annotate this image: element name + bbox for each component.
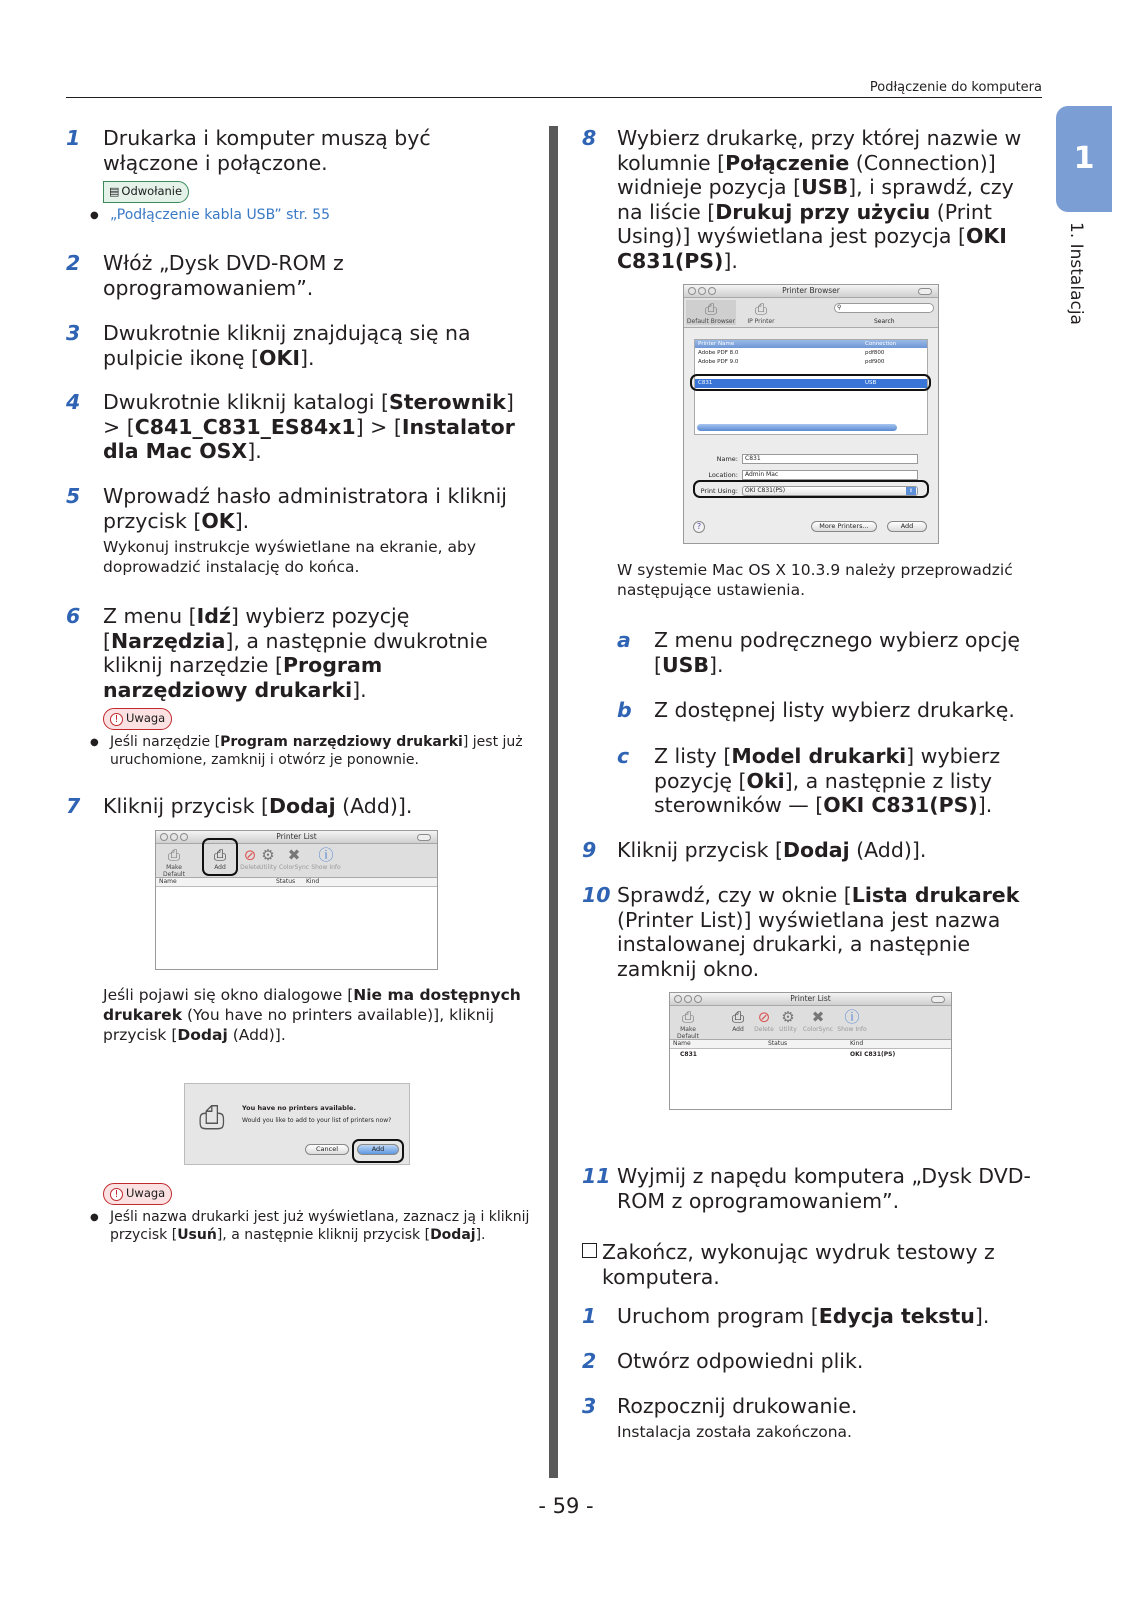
add-tool[interactable]: ⎙ Add [722, 1008, 754, 1033]
highlight-add-button [202, 838, 238, 876]
globe-printer-icon: ⎙ [754, 300, 767, 318]
printer-row[interactable]: Adobe PDF 8.0 pdf800 [698, 350, 885, 356]
horizontal-scrollbar[interactable] [697, 424, 897, 431]
printer-row[interactable]: C831 OKI C831(PS) [680, 1051, 896, 1058]
updown-arrow-icon: ⇕ [906, 487, 916, 495]
utility-icon: ⚙ [781, 1008, 795, 1026]
make-default-tool[interactable]: ⎙ Make Default [672, 1008, 704, 1040]
show-info-tool[interactable]: ⓘ Show Info [311, 846, 341, 871]
add-button[interactable]: Add [887, 521, 927, 532]
utility-tool[interactable]: ⚙ Utility [772, 1008, 804, 1033]
reference-link-item[interactable] [90, 207, 530, 225]
printer-list-window-1 [155, 830, 438, 970]
window-titlebar: Printer List [670, 993, 951, 1006]
warning-badge: ! Uwaga [103, 708, 172, 730]
reference-badge: ▤ Odwołanie [103, 181, 189, 203]
default-browser-tool[interactable]: ⎙ Default Browser [686, 300, 736, 325]
printer-list-window-2 [669, 992, 952, 1110]
search-icon: ⚲ [837, 304, 842, 311]
window-titlebar: Printer List [156, 831, 437, 844]
chapter-title-vertical: 1. Instalacja [1066, 222, 1086, 325]
utility-icon: ⚙ [261, 846, 275, 864]
no-entry-icon: ⊘ [757, 1008, 771, 1026]
printer-icon: ⎙ [681, 1008, 694, 1026]
list-column-header: Name Status Kind [156, 878, 437, 887]
printer-browser-window: Printer Browser ⎙ Default Browser ⎙ IP Printer ⚲ Search Printer Name Connection Adobe PDF 8.0 pdf800 Adobe PDF 9.0 pdf900 C831 USB Name: C831 Location: Admin Mac Print Using: OKI C831(PS) ⇕ ? More Printers... Add [683, 284, 939, 544]
highlight-print-using [693, 480, 929, 498]
no-entry-icon: ⊘ [243, 846, 257, 864]
colorsync-icon: ✖ [287, 846, 301, 864]
show-info-tool[interactable]: ⓘ Show Info [837, 1008, 867, 1033]
add-tool[interactable]: ⎙ Add [204, 846, 236, 871]
help-icon[interactable]: ? [693, 521, 705, 533]
ip-printer-tool[interactable]: ⎙ IP Printer [742, 300, 780, 325]
step-7-note: Jeśli pojawi się okno dialogowe [Nie ma dostępnych drukarek (You have no printers available)], kliknij przycisk [Dodaj (Add)]. [103, 986, 521, 1044]
add-button[interactable]: Add [357, 1144, 399, 1155]
info-icon: ⓘ [318, 846, 334, 864]
location-field[interactable]: Admin Mac [742, 470, 918, 480]
reference-link[interactable]: „Podłączenie kabla USB” str. 55 [110, 207, 331, 223]
window-toolbar [156, 844, 437, 878]
exclamation-icon: ! [110, 713, 123, 726]
printer-icon: ⎙ [199, 1098, 225, 1136]
make-default-tool[interactable]: ⎙ Make Default [158, 846, 190, 878]
highlight-usb-row [690, 374, 931, 391]
delete-tool[interactable]: ⊘ Delete [234, 846, 266, 871]
printer-row-selected[interactable]: C831 USB [695, 379, 927, 388]
window-titlebar: Printer Browser [684, 285, 938, 298]
checkbox-icon[interactable] [582, 1243, 597, 1258]
printer-list-body [670, 1049, 951, 1109]
warning-item: ● Jeśli nazwa drukarki jest już wyświetlana, zaznacz ją i kliknij przycisk [Usuń], a następnie kliknij przycisk [Dodaj]. [90, 1209, 530, 1244]
cancel-button[interactable]: Cancel [305, 1144, 349, 1155]
info-icon: ⓘ [844, 1008, 860, 1026]
header-section-title: Podłączenie do komputera [869, 80, 1042, 95]
name-field[interactable]: C831 [742, 454, 918, 464]
colorsync-tool[interactable]: ✖ ColorSync [278, 846, 310, 871]
page-number: - 59 - [538, 1494, 594, 1518]
highlight-add-button [352, 1139, 404, 1163]
printer-row[interactable]: Adobe PDF 9.0 pdf900 [698, 359, 885, 365]
book-icon: ▤ [109, 185, 120, 198]
page-header [66, 78, 1042, 98]
chapter-tab[interactable]: 1 [1056, 106, 1112, 212]
no-printers-dialog: ⎙ You have no printers available. Would you like to add to your list of printers now? Cancel Add [184, 1083, 410, 1165]
column-divider [549, 126, 558, 1478]
window-toolbar: ⎙ Default Browser ⎙ IP Printer ⚲ Search [684, 298, 938, 328]
delete-tool[interactable]: ⊘ Delete [748, 1008, 780, 1033]
colorsync-icon: ✖ [811, 1008, 825, 1026]
more-printers-button[interactable]: More Printers... [811, 521, 877, 532]
utility-tool[interactable]: ⚙ Utility [252, 846, 284, 871]
printer-icon: ⎙ [731, 1008, 744, 1026]
printer-table-header: Printer Name Connection [695, 340, 927, 348]
printer-icon: ⎙ [167, 846, 180, 864]
toolbar-toggle[interactable] [931, 996, 945, 1003]
search-field[interactable] [834, 303, 934, 313]
toolbar-toggle[interactable] [918, 288, 932, 295]
warning-item: ● Jeśli narzędzie [Program narzędziowy drukarki] jest już uruchomione, zamknij i otwórz je ponownie. [90, 734, 530, 769]
window-toolbar [670, 1006, 951, 1040]
exclamation-icon: ! [110, 1188, 123, 1201]
warning-badge: ! Uwaga [103, 1183, 172, 1205]
printer-icon: ⎙ [704, 300, 717, 318]
print-using-select[interactable]: OKI C831(PS) ⇕ [742, 486, 918, 496]
step-5-note: Wykonuj instrukcje wyświetlane na ekranie, aby doprowadzić instalację do końca. [103, 538, 477, 576]
list-column-header: Name Status Kind [670, 1040, 951, 1049]
completion-note: Instalacja została zakończona. [617, 1423, 852, 1441]
mac-os-note: W systemie Mac OS X 10.3.9 należy przeprowadzić następujące ustawienia. [617, 561, 1013, 599]
toolbar-toggle[interactable] [417, 834, 431, 841]
printer-icon: ⎙ [213, 846, 226, 864]
printer-list-body[interactable] [156, 887, 437, 969]
colorsync-tool[interactable]: ✖ ColorSync [802, 1008, 834, 1033]
